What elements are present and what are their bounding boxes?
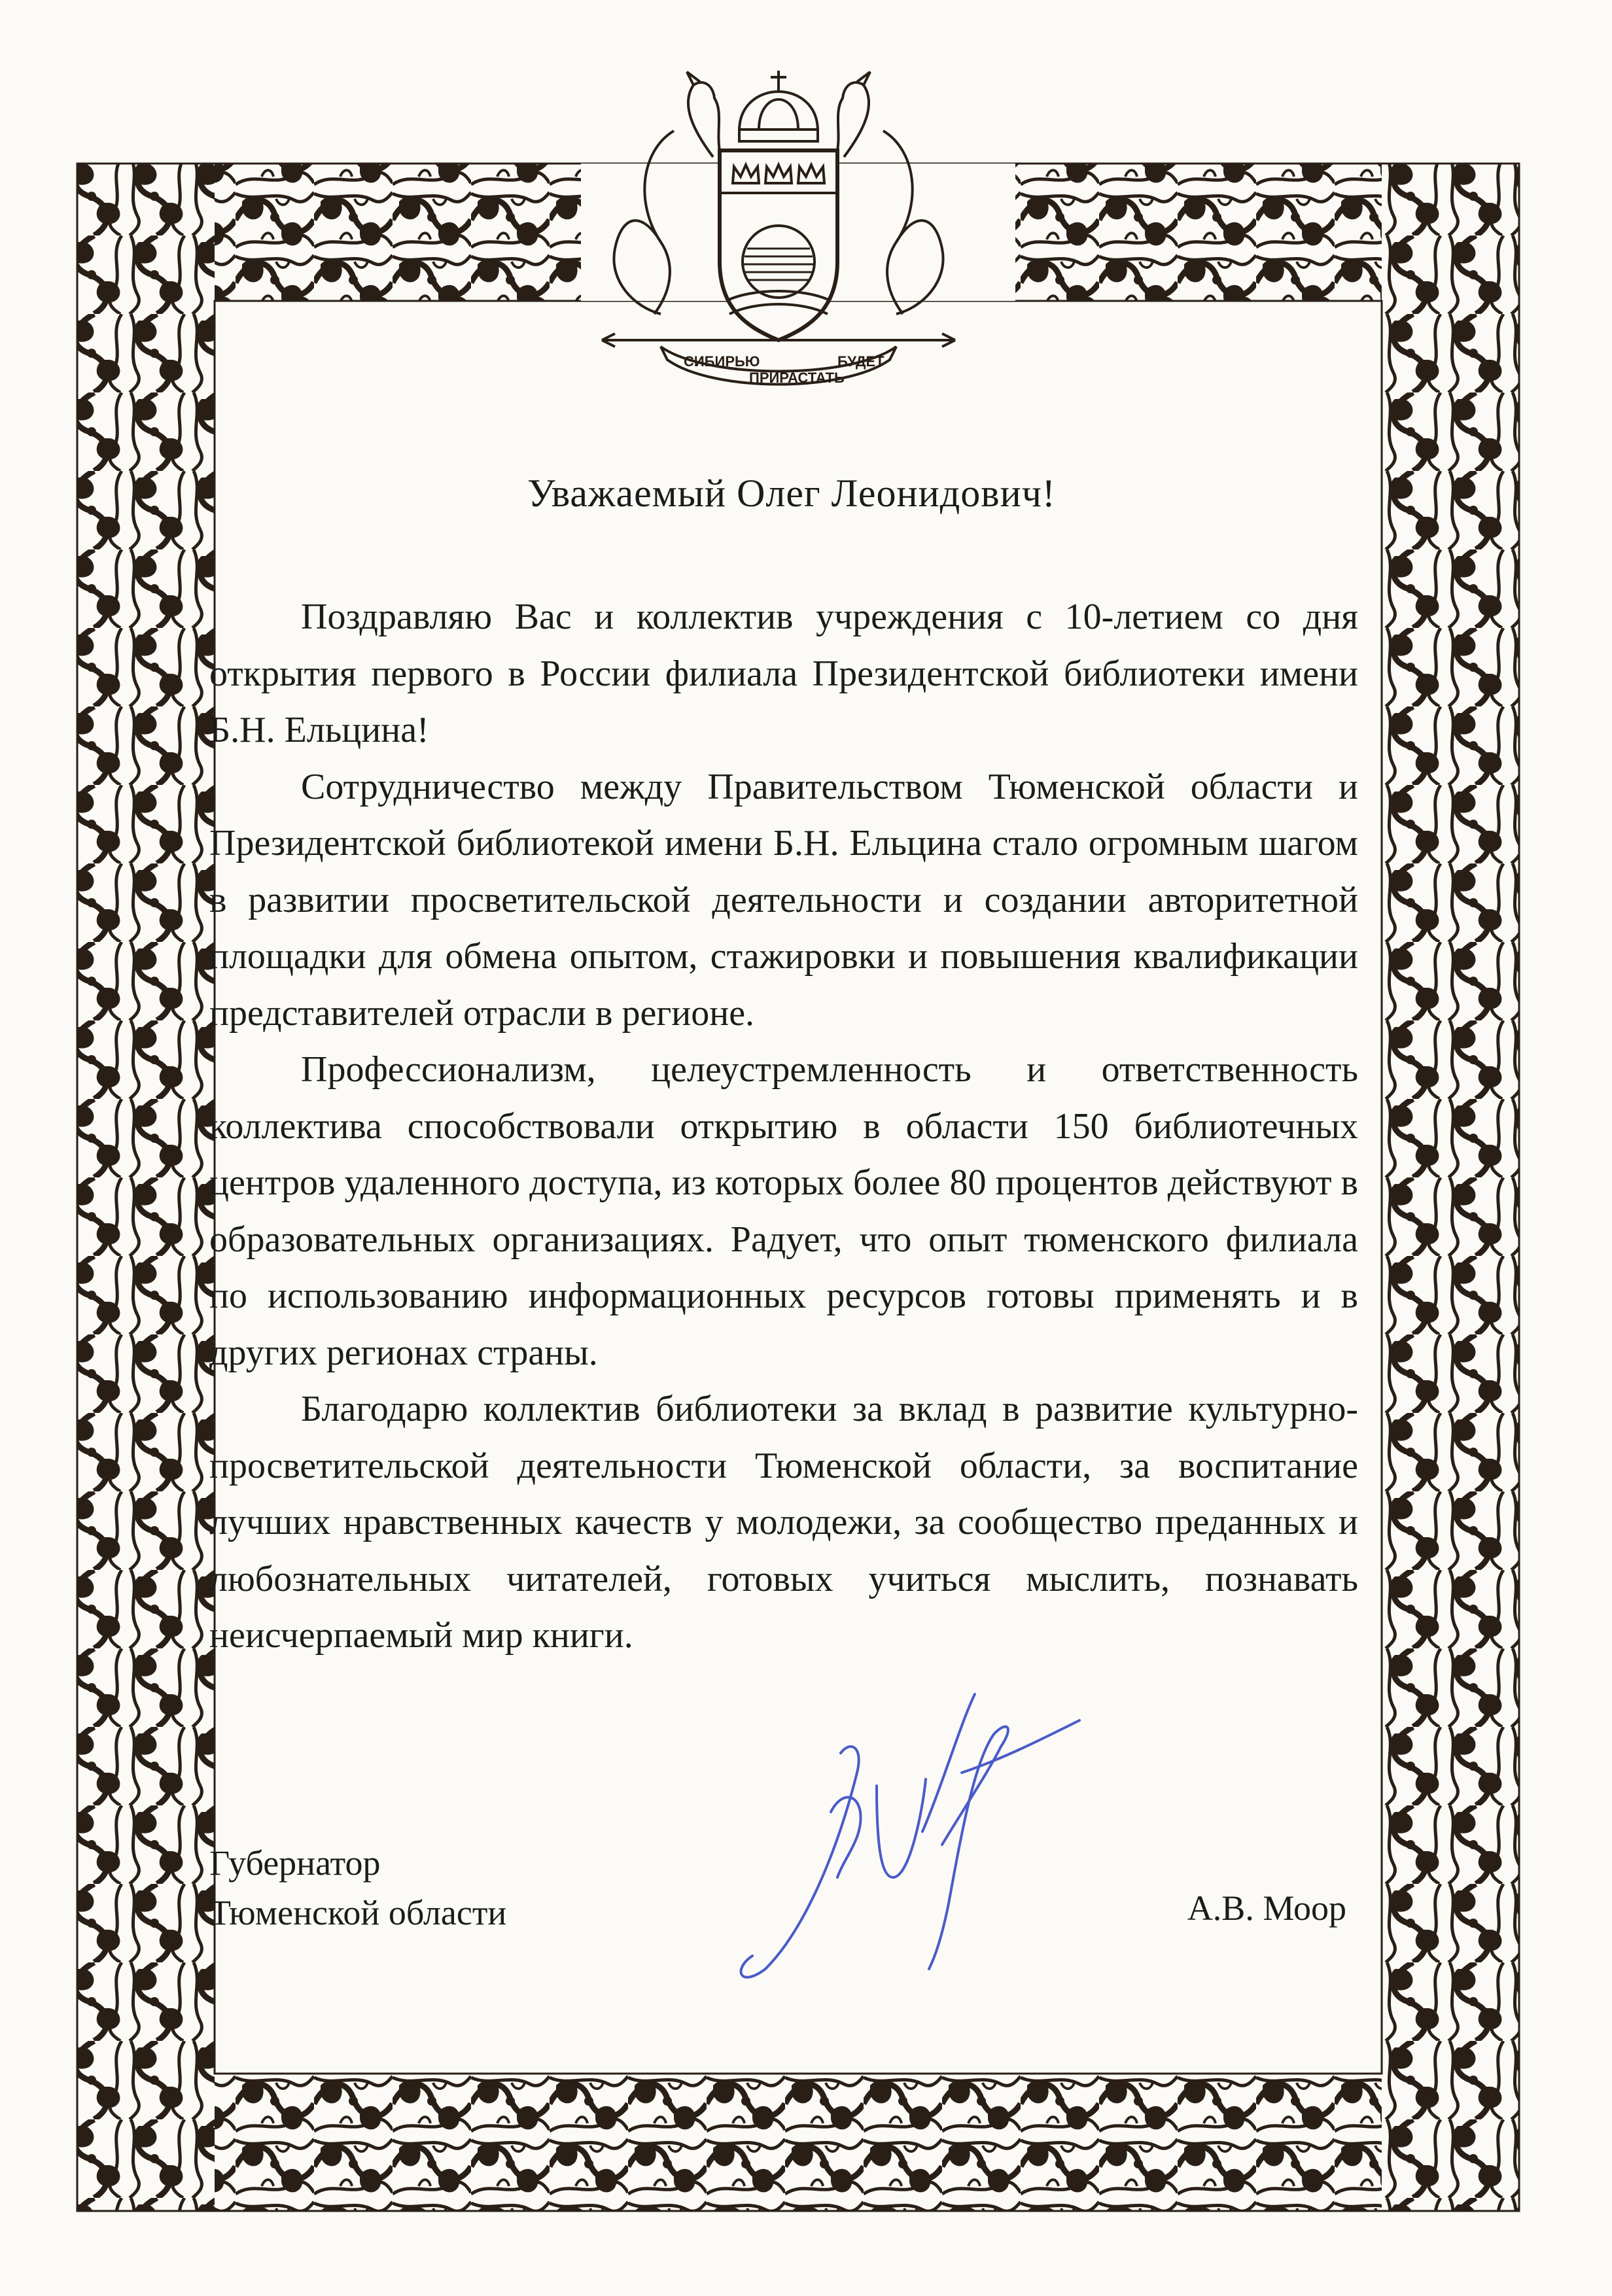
- signatory-title-line2: Тюменской области: [209, 1893, 507, 1932]
- signatory-title-line1: Губернатор: [209, 1843, 381, 1883]
- signatory-name: А.В. Моор: [1187, 1888, 1346, 1928]
- paragraph-cooperation: Сотрудничество между Правительством Тюменской области и Президентской библиотекой имени Б.Н. Ельцина стало огромным шагом в развитии просветительской деятельности и создании авторитетной площадки для обмена опытом, стажировки и повышения квалификации представителей отрасли в регионе.: [209, 766, 1358, 1034]
- greeting-heading: Уважаемый Олег Леонидович!: [527, 472, 1056, 515]
- signatory-title: [209, 1838, 506, 1938]
- letter-body: [209, 589, 1358, 1664]
- paragraph-professionalism: Профессионализм, целеустремленность и ответственность коллектива способствовали открытию в области 150 библиотечных центров удаленного доступа, из которых более 80 процентов действуют в образовательных организациях. Радует, что опыт тюменского филиала по использованию информационных ресурсов готовы применять и в других регионах страны.: [209, 1049, 1358, 1373]
- paragraph-gratitude: Благодарю коллектив библиотеки за вклад в развитие культурно-просветительской деятельности Тюменской области, за воспитание лучших нравственных качеств у молодежи, за сообщество преданных и любознательных читателей, готовых учиться мыслить, познавать неисчерпаемый мир книги.: [209, 1389, 1358, 1656]
- motto-word-1: СИБИРЬЮ: [684, 353, 760, 370]
- coat-of-arms-emblem: [563, 52, 994, 392]
- handwritten-signature: [726, 1681, 1093, 1995]
- motto-word-2: ПРИРАСТАТЬ: [749, 370, 845, 386]
- motto-word-3: БУДЕТ: [837, 353, 885, 370]
- paragraph-congratulations: Поздравляю Вас и коллектив учреждения с 10-летием со дня открытия первого в России филиала Президентской библиотеки имени Б.Н. Ельцина!: [209, 597, 1358, 750]
